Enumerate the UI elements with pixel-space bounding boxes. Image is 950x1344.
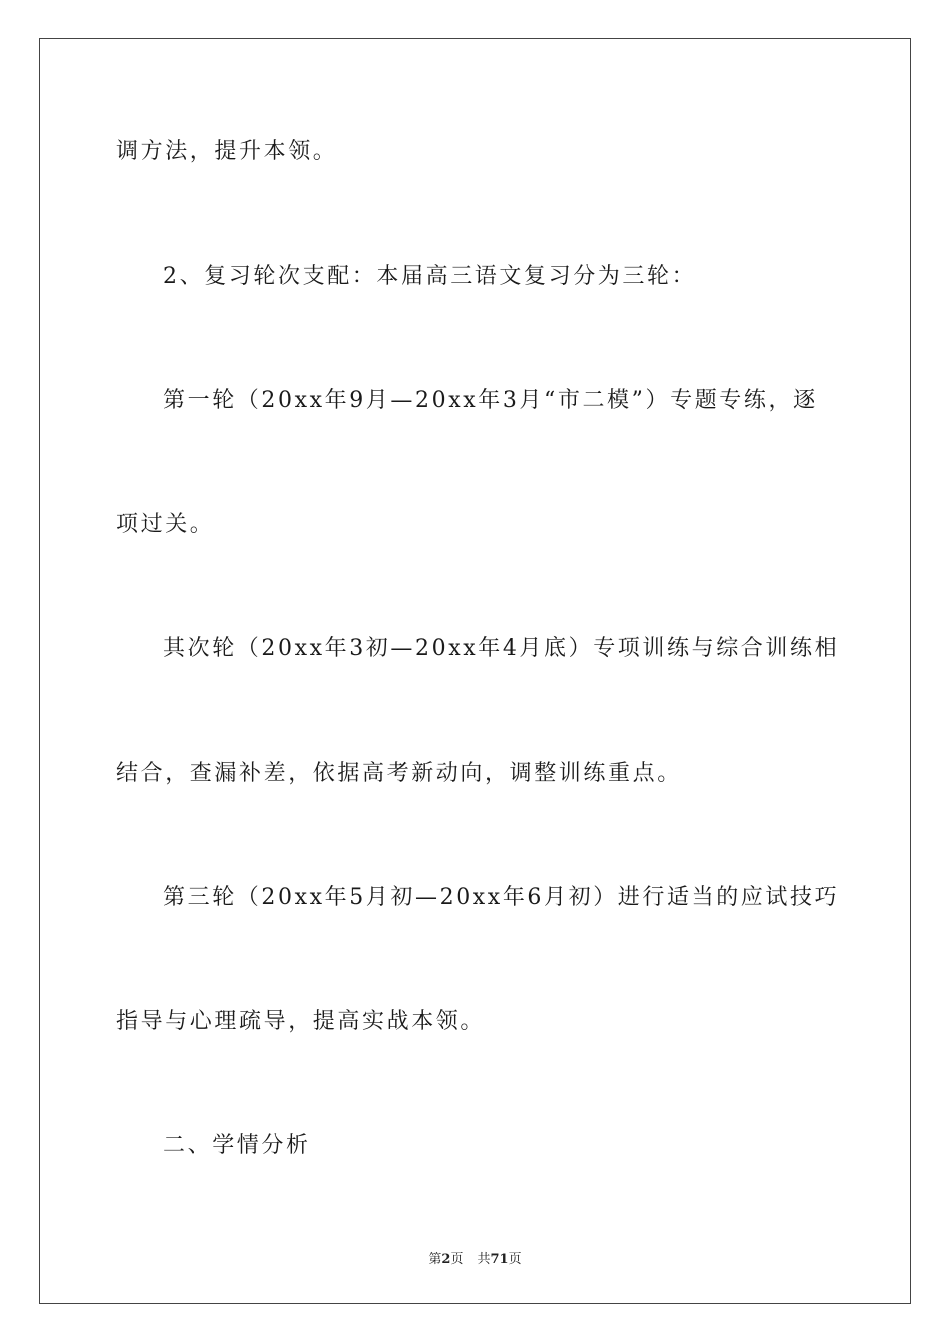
paragraph-line: 结合，查漏补差，依据高考新动向，调整训练重点。 [116,761,682,786]
paragraph-line: 第一轮（20xx年9月—20xx年3月“市二模”）专题专练，逐 [163,388,818,413]
page-footer [0,1248,950,1267]
page-number: 第2页 [428,1252,464,1267]
paragraph-line: 调方法，提升本领。 [116,139,338,164]
paragraph-line: 项过关。 [116,512,215,537]
paragraph-line: 其次轮（20xx年3初—20xx年4月底）专项训练与综合训练相 [163,636,840,661]
page-border [39,38,911,1304]
page-total: 共71页 [477,1252,522,1267]
section-heading-student-analysis: 二、学情分析 [163,1133,311,1158]
paragraph-line: 第三轮（20xx年5月初—20xx年6月初）进行适当的应试技巧 [163,885,840,910]
section-heading-review-rounds: 2、复习轮次支配：本届高三语文复习分为三轮： [163,264,697,289]
paragraph-line: 指导与心理疏导，提高实战本领。 [116,1009,486,1034]
